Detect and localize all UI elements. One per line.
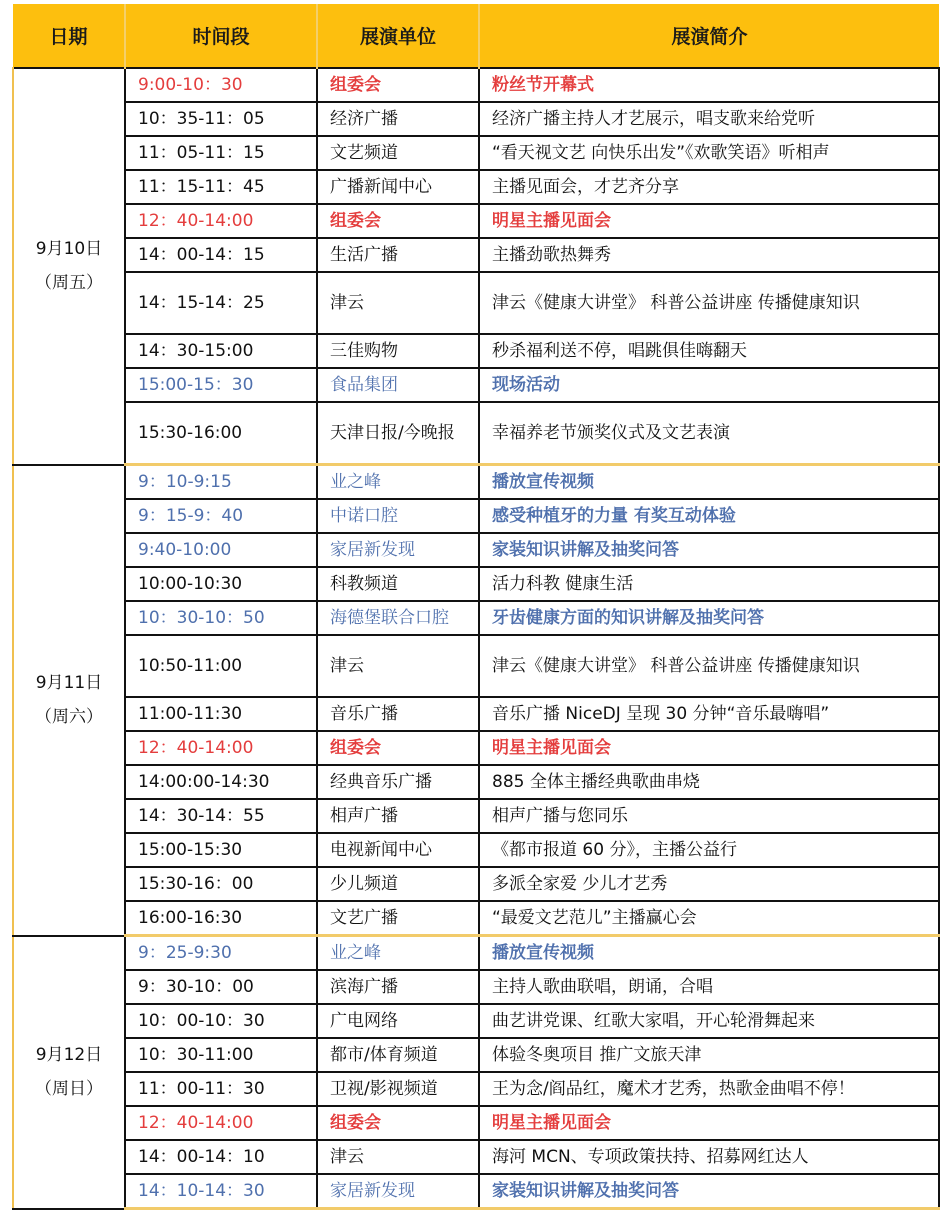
- desc-cell: 秒杀福利送不停，唱跳俱佳嗨翻天: [479, 334, 939, 368]
- unit-cell: 津云: [317, 272, 479, 334]
- desc-cell: 相声广播与您同乐: [479, 799, 939, 833]
- unit-cell: 卫视/影视频道: [317, 1072, 479, 1106]
- weekday-label: （周五）: [35, 273, 103, 294]
- unit-cell: 天津日报/今晚报: [317, 402, 479, 465]
- table-row: [13, 635, 939, 697]
- table-row: [13, 1004, 939, 1038]
- table-row: [13, 402, 939, 465]
- time-cell: 12：40-14:00: [125, 731, 317, 765]
- time-cell: 14：10-14：30: [125, 1174, 317, 1209]
- date-label: 9月10日: [35, 239, 103, 260]
- date-cell: [13, 936, 125, 1209]
- table-row: [13, 368, 939, 402]
- time-cell: 15:00-15：30: [125, 368, 317, 402]
- unit-cell: 海德堡联合口腔: [317, 601, 479, 635]
- time-cell: 11：15-11：45: [125, 170, 317, 204]
- table-row: [13, 833, 939, 867]
- desc-cell: 王为念/阎品红，魔术才艺秀，热歌金曲唱不停！: [479, 1072, 939, 1106]
- unit-cell: 组委会: [317, 1106, 479, 1140]
- desc-cell: 主持人歌曲联唱，朗诵，合唱: [479, 970, 939, 1004]
- desc-cell: 感受种植牙的力量 有奖互动体验: [479, 499, 939, 533]
- table-row: [13, 1106, 939, 1140]
- time-cell: 16:00-16:30: [125, 901, 317, 936]
- unit-cell: 食品集团: [317, 368, 479, 402]
- schedule-table: [12, 4, 940, 1210]
- time-cell: 10：00-10：30: [125, 1004, 317, 1038]
- table-row: [13, 731, 939, 765]
- unit-cell: 文艺广播: [317, 901, 479, 936]
- desc-cell: 主播见面会，才艺齐分享: [479, 170, 939, 204]
- desc-cell: 经济广播主持人才艺展示，唱支歌来给党听: [479, 102, 939, 136]
- table-row: [13, 68, 939, 102]
- schedule-sheet: [12, 4, 938, 1210]
- header-time: 时间段: [125, 4, 317, 68]
- table-row: [13, 1038, 939, 1072]
- unit-cell: 经典音乐广播: [317, 765, 479, 799]
- unit-cell: 广播新闻中心: [317, 170, 479, 204]
- unit-cell: 都市/体育频道: [317, 1038, 479, 1072]
- table-header-row: [13, 4, 939, 68]
- unit-cell: 三佳购物: [317, 334, 479, 368]
- time-cell: 12：40-14:00: [125, 1106, 317, 1140]
- unit-cell: 中诺口腔: [317, 499, 479, 533]
- table-row: [13, 272, 939, 334]
- desc-cell: 幸福养老节颁奖仪式及文艺表演: [479, 402, 939, 465]
- desc-cell: 粉丝节开幕式: [479, 68, 939, 102]
- time-cell: 9：10-9:15: [125, 465, 317, 500]
- time-cell: 15:30-16：00: [125, 867, 317, 901]
- time-cell: 11:00-11:30: [125, 697, 317, 731]
- time-cell: 14：30-14：55: [125, 799, 317, 833]
- unit-cell: 业之峰: [317, 936, 479, 971]
- desc-cell: 家装知识讲解及抽奖问答: [479, 533, 939, 567]
- time-cell: 14：00-14：15: [125, 238, 317, 272]
- desc-cell: 《都市报道 60 分》，主播公益行: [479, 833, 939, 867]
- desc-cell: 播放宣传视频: [479, 465, 939, 500]
- table-row: [13, 1140, 939, 1174]
- unit-cell: 音乐广播: [317, 697, 479, 731]
- time-cell: 10：35-11：05: [125, 102, 317, 136]
- unit-cell: 组委会: [317, 68, 479, 102]
- weekday-label: （周六）: [35, 707, 103, 727]
- table-row: [13, 1174, 939, 1209]
- unit-cell: 业之峰: [317, 465, 479, 500]
- time-cell: 9:40-10:00: [125, 533, 317, 567]
- unit-cell: 电视新闻中心: [317, 833, 479, 867]
- desc-cell: 播放宣传视频: [479, 936, 939, 971]
- desc-cell: 明星主播见面会: [479, 204, 939, 238]
- date-cell: [13, 465, 125, 936]
- header-date: 日期: [13, 4, 125, 68]
- schedule-body: [13, 68, 939, 1209]
- unit-cell: 家居新发现: [317, 1174, 479, 1209]
- desc-cell: 家装知识讲解及抽奖问答: [479, 1174, 939, 1209]
- table-row: [13, 238, 939, 272]
- table-row: [13, 334, 939, 368]
- desc-cell: 明星主播见面会: [479, 731, 939, 765]
- unit-cell: 少儿频道: [317, 867, 479, 901]
- date-label: 9月11日: [35, 673, 103, 693]
- table-row: [13, 1072, 939, 1106]
- table-row: [13, 799, 939, 833]
- time-cell: 9:00-10：30: [125, 68, 317, 102]
- desc-cell: 津云《健康大讲堂》 科普公益讲座 传播健康知识: [479, 272, 939, 334]
- desc-cell: 明星主播见面会: [479, 1106, 939, 1140]
- desc-cell: “最爱文艺范儿”主播赢心会: [479, 901, 939, 936]
- time-cell: 15:30-16:00: [125, 402, 317, 465]
- table-row: [13, 102, 939, 136]
- desc-cell: 曲艺讲党课、红歌大家唱，开心轮滑舞起来: [479, 1004, 939, 1038]
- table-row: [13, 970, 939, 1004]
- date-label: 9月12日: [35, 1045, 103, 1065]
- desc-cell: 音乐广播 NiceDJ 呈现 30 分钟“音乐最嗨唱”: [479, 697, 939, 731]
- table-row: [13, 170, 939, 204]
- unit-cell: 津云: [317, 1140, 479, 1174]
- time-cell: 11：05-11：15: [125, 136, 317, 170]
- desc-cell: 活力科教 健康生活: [479, 567, 939, 601]
- unit-cell: 组委会: [317, 731, 479, 765]
- table-row: [13, 936, 939, 971]
- unit-cell: 相声广播: [317, 799, 479, 833]
- table-row: [13, 136, 939, 170]
- date-cell: [13, 68, 125, 465]
- desc-cell: 体验冬奥项目 推广文旅天津: [479, 1038, 939, 1072]
- unit-cell: 滨海广播: [317, 970, 479, 1004]
- unit-cell: 组委会: [317, 204, 479, 238]
- table-row: [13, 204, 939, 238]
- desc-cell: 海河 MCN、专项政策扶持、招募网红达人: [479, 1140, 939, 1174]
- time-cell: 9：30-10：00: [125, 970, 317, 1004]
- unit-cell: 津云: [317, 635, 479, 697]
- desc-cell: 885 全体主播经典歌曲串烧: [479, 765, 939, 799]
- desc-cell: 津云《健康大讲堂》 科普公益讲座 传播健康知识: [479, 635, 939, 697]
- time-cell: 10:00-10:30: [125, 567, 317, 601]
- header-desc: 展演简介: [479, 4, 939, 68]
- desc-cell: 多派全家爱 少儿才艺秀: [479, 867, 939, 901]
- header-unit: 展演单位: [317, 4, 479, 68]
- desc-cell: 现场活动: [479, 368, 939, 402]
- table-row: [13, 867, 939, 901]
- unit-cell: 经济广播: [317, 102, 479, 136]
- table-row: [13, 601, 939, 635]
- time-cell: 12：40-14:00: [125, 204, 317, 238]
- time-cell: 9：25-9:30: [125, 936, 317, 971]
- time-cell: 14：15-14：25: [125, 272, 317, 334]
- unit-cell: 文艺频道: [317, 136, 479, 170]
- time-cell: 14:00:00-14:30: [125, 765, 317, 799]
- time-cell: 9：15-9：40: [125, 499, 317, 533]
- table-row: [13, 465, 939, 500]
- weekday-label: （周日）: [35, 1079, 103, 1099]
- desc-cell: 主播劲歌热舞秀: [479, 238, 939, 272]
- time-cell: 14：00-14：10: [125, 1140, 317, 1174]
- time-cell: 11：00-11：30: [125, 1072, 317, 1106]
- table-row: [13, 499, 939, 533]
- table-row: [13, 533, 939, 567]
- time-cell: 10:50-11:00: [125, 635, 317, 697]
- unit-cell: 生活广播: [317, 238, 479, 272]
- table-row: [13, 697, 939, 731]
- table-row: [13, 567, 939, 601]
- desc-cell: “看天视文艺 向快乐出发”《欢歌笑语》听相声: [479, 136, 939, 170]
- time-cell: 10：30-11:00: [125, 1038, 317, 1072]
- unit-cell: 广电网络: [317, 1004, 479, 1038]
- desc-cell: 牙齿健康方面的知识讲解及抽奖问答: [479, 601, 939, 635]
- table-row: [13, 765, 939, 799]
- unit-cell: 科教频道: [317, 567, 479, 601]
- time-cell: 10：30-10：50: [125, 601, 317, 635]
- table-row: [13, 901, 939, 936]
- time-cell: 14：30-15:00: [125, 334, 317, 368]
- time-cell: 15:00-15:30: [125, 833, 317, 867]
- unit-cell: 家居新发现: [317, 533, 479, 567]
